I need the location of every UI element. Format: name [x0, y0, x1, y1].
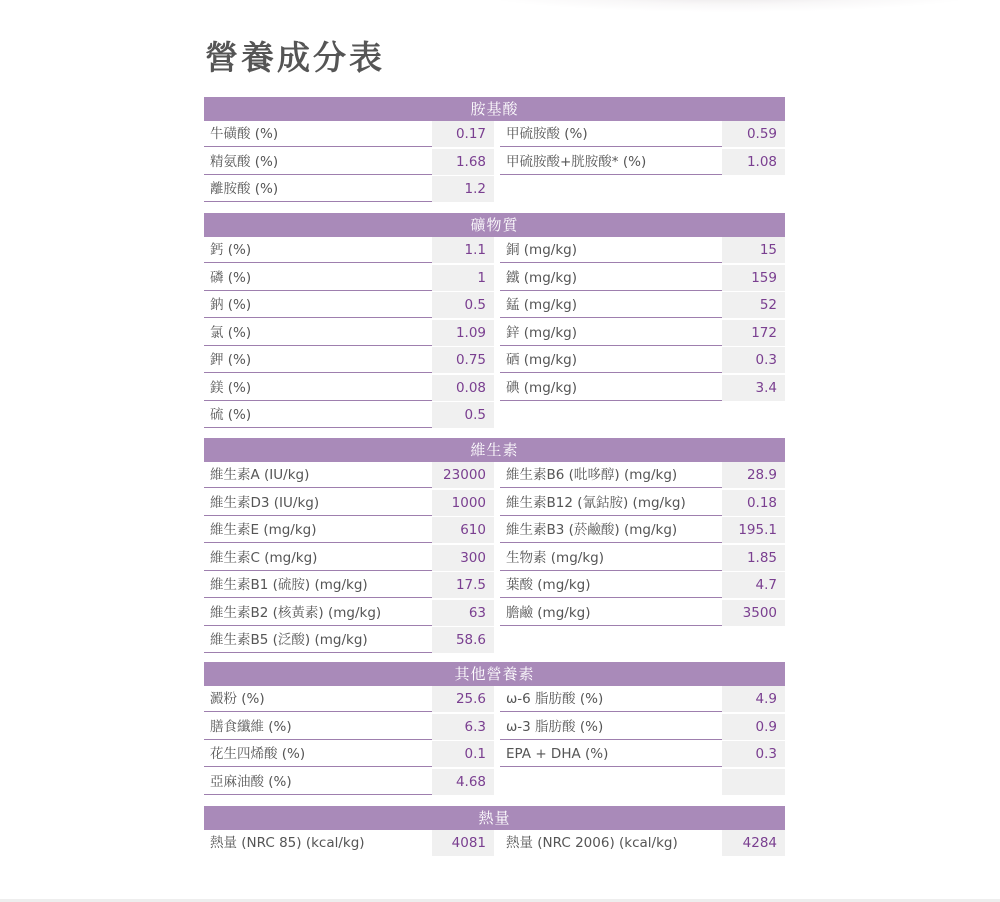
nutrient-value: 3.4: [722, 375, 785, 401]
nutrient-value: 58.6: [432, 627, 494, 653]
empty-value-cell: [722, 769, 785, 795]
nutrient-value: 4284: [722, 830, 785, 856]
nutrient-value: 0.5: [432, 292, 494, 318]
table-row: [204, 686, 785, 714]
section-heading: 胺基酸: [204, 97, 785, 121]
section-heading: 礦物質: [204, 213, 785, 237]
table-row: [204, 714, 785, 742]
nutrient-label: 維生素A (IU/kg): [204, 462, 432, 488]
nutrient-label: 錳 (mg/kg): [500, 292, 722, 318]
nutrient-label: 維生素B2 (核黃素) (mg/kg): [204, 600, 432, 626]
nutrient-value: 4.68: [432, 769, 494, 795]
nutrient-value: 0.08: [432, 375, 494, 401]
nutrient-value: 28.9: [722, 462, 785, 488]
empty-cell: [500, 769, 722, 795]
table-row: [204, 176, 785, 204]
table-row: [204, 402, 785, 430]
nutrient-label: 精氨酸 (%): [204, 149, 432, 175]
nutrient-label: 生物素 (mg/kg): [500, 545, 722, 571]
table-row: [204, 462, 785, 490]
nutrient-value: 1.08: [722, 149, 785, 175]
nutrient-value: 0.17: [432, 121, 494, 147]
nutrient-label: 葉酸 (mg/kg): [500, 572, 722, 598]
nutrient-value: 4.7: [722, 572, 785, 598]
nutrient-value: 195.1: [722, 517, 785, 543]
nutrient-label: 碘 (mg/kg): [500, 375, 722, 401]
nutrient-value: 52: [722, 292, 785, 318]
nutrient-label: 維生素E (mg/kg): [204, 517, 432, 543]
table-row: [204, 347, 785, 375]
nutrient-value: 1.09: [432, 320, 494, 346]
nutrient-label: 維生素D3 (IU/kg): [204, 490, 432, 516]
nutrient-label: 硒 (mg/kg): [500, 347, 722, 373]
section-heading: 熱量: [204, 806, 785, 830]
nutrient-label: 硫 (%): [204, 402, 432, 428]
table-row: [204, 830, 785, 858]
nutrient-label: 膳食纖維 (%): [204, 714, 432, 740]
nutrient-label: ω-6 脂肪酸 (%): [500, 686, 722, 712]
nutrient-label: 維生素B12 (氰鈷胺) (mg/kg): [500, 490, 722, 516]
nutrient-label: 鉀 (%): [204, 347, 432, 373]
nutrient-value: 300: [432, 545, 494, 571]
table-row: [204, 121, 785, 149]
nutrient-value: 0.1: [432, 741, 494, 767]
nutrient-label: 熱量 (NRC 85) (kcal/kg): [210, 835, 365, 851]
section-minerals: [204, 213, 785, 430]
nutrient-value: 0.59: [722, 121, 785, 147]
nutrient-value: 4081: [432, 830, 494, 856]
section-vitamins: [204, 438, 785, 655]
nutrient-label: 鋅 (mg/kg): [500, 320, 722, 346]
nutrient-label: 鈉 (%): [204, 292, 432, 318]
table-row: [204, 149, 785, 177]
table-row: [204, 572, 785, 600]
nutrient-label: 熱量 (NRC 2006) (kcal/kg): [506, 835, 678, 851]
nutrient-label: 離胺酸 (%): [204, 176, 432, 202]
section-other-nutrients: [204, 662, 785, 796]
table-row: [204, 265, 785, 293]
nutrient-value: 1.85: [722, 545, 785, 571]
nutrient-label: ω-3 脂肪酸 (%): [500, 714, 722, 740]
nutrient-value: 172: [722, 320, 785, 346]
section-heading: 維生素: [204, 438, 785, 462]
nutrient-label: 鎂 (%): [204, 375, 432, 401]
nutrient-value: 15: [722, 237, 785, 263]
nutrient-value: 0.3: [722, 347, 785, 373]
nutrient-label: 牛磺酸 (%): [204, 121, 432, 147]
nutrient-label: 維生素B5 (泛酸) (mg/kg): [204, 627, 432, 653]
nutrient-label: 氯 (%): [204, 320, 432, 346]
nutrient-value: 0.5: [432, 402, 494, 428]
table-row: [204, 517, 785, 545]
nutrient-value: 1.68: [432, 149, 494, 175]
nutrient-label: 銅 (mg/kg): [500, 237, 722, 263]
nutrient-value: 4.9: [722, 686, 785, 712]
page-title: 營養成分表: [205, 38, 385, 77]
nutrient-label: 磷 (%): [204, 265, 432, 291]
table-row: [204, 320, 785, 348]
nutrient-label: 甲硫胺酸 (%): [500, 121, 722, 147]
nutrient-label: 澱粉 (%): [204, 686, 432, 712]
nutrient-label: 維生素B3 (菸鹼酸) (mg/kg): [500, 517, 722, 543]
nutrient-value: 25.6: [432, 686, 494, 712]
nutrient-value: 159: [722, 265, 785, 291]
nutrient-label: 維生素C (mg/kg): [204, 545, 432, 571]
nutrient-value: 1.1: [432, 237, 494, 263]
table-row: [204, 741, 785, 769]
nutrient-label: 甲硫胺酸+胱胺酸* (%): [500, 149, 722, 175]
table-row: [204, 600, 785, 628]
nutrient-value: 1000: [432, 490, 494, 516]
nutrient-value: 610: [432, 517, 494, 543]
nutrient-value: 63: [432, 600, 494, 626]
nutrient-value: 1.2: [432, 176, 494, 202]
nutrient-value: 23000: [432, 462, 494, 488]
section-amino-acids: [204, 97, 785, 204]
nutrient-value: 0.3: [722, 741, 785, 767]
nutrient-value: 3500: [722, 600, 785, 626]
table-row: [204, 627, 785, 655]
nutrient-label: 維生素B6 (吡哆醇) (mg/kg): [500, 462, 722, 488]
table-row: [204, 237, 785, 265]
nutrient-value: 6.3: [432, 714, 494, 740]
nutrient-label: 鈣 (%): [204, 237, 432, 263]
nutrient-value: 1: [432, 265, 494, 291]
table-row: [204, 545, 785, 573]
nutrient-value: 0.9: [722, 714, 785, 740]
table-row: [204, 769, 785, 797]
nutrient-value: 0.75: [432, 347, 494, 373]
nutrient-label: EPA + DHA (%): [500, 741, 722, 767]
decorative-shadow: [470, 0, 990, 12]
nutrient-label: 亞麻油酸 (%): [204, 769, 432, 795]
table-row: [204, 292, 785, 320]
nutrient-label: 鐵 (mg/kg): [500, 265, 722, 291]
nutrient-value: 17.5: [432, 572, 494, 598]
section-energy: [204, 806, 785, 858]
section-heading: 其他營養素: [204, 662, 785, 686]
nutrient-label: 花生四烯酸 (%): [204, 741, 432, 767]
nutrient-value: 0.18: [722, 490, 785, 516]
nutrient-label: 維生素B1 (硫胺) (mg/kg): [204, 572, 432, 598]
nutrient-label: 膽鹼 (mg/kg): [500, 600, 722, 626]
table-row: [204, 490, 785, 518]
table-row: [204, 375, 785, 403]
